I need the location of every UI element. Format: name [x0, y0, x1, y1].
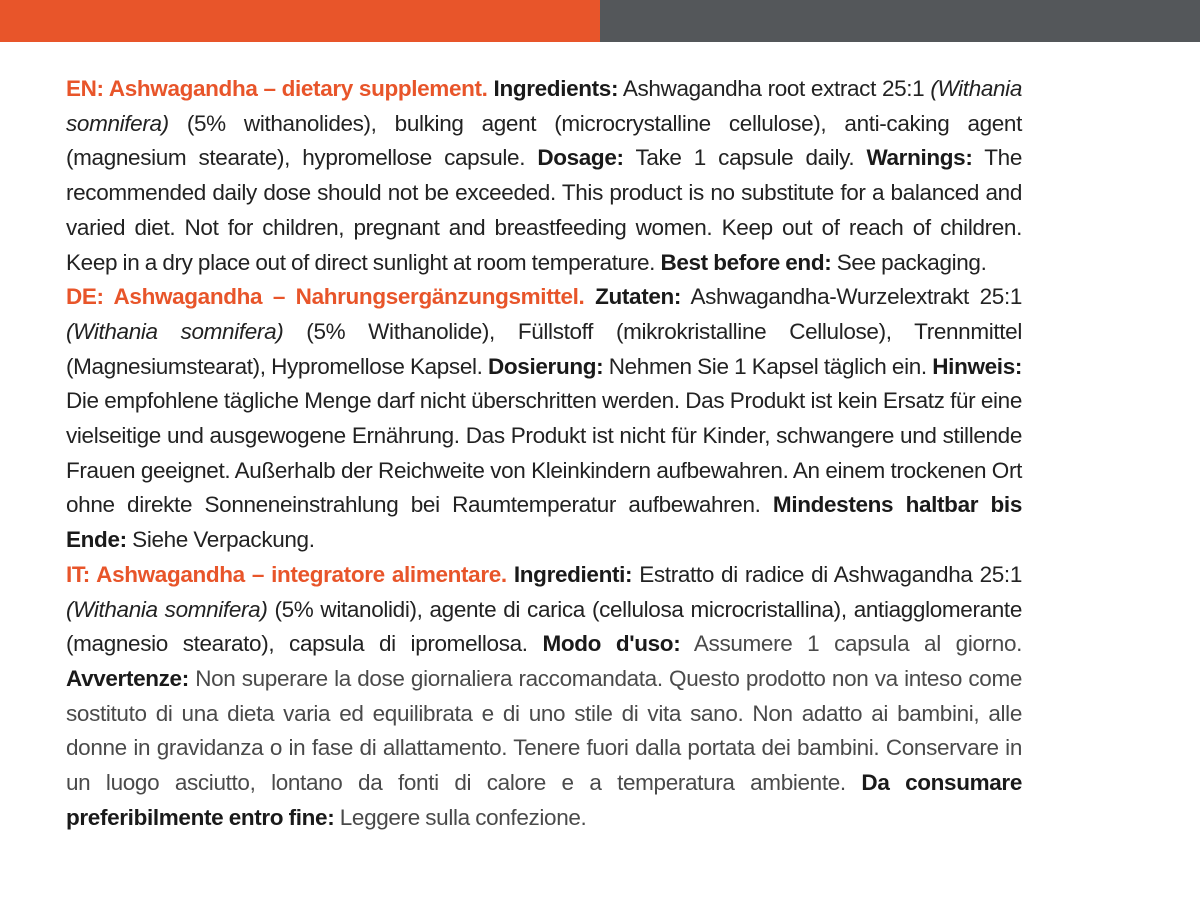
- ingredients-text: Estratto di radice di Ashwagandha 25:1: [632, 561, 1022, 587]
- ingredients-text: Ashwagandha root extract 25:1: [618, 76, 931, 101]
- warnings-text: Non superare la dose giornaliera raccomandata. Questo prodotto non va inteso come sostituto di una dieta varia ed equilibrata e di uno stile di vita sano. Non adatto ai bambini, alle donne in gravidanza o in fase di allattamento. Tenere fuori dalla portata dei bambini. Conservare in un luogo asciutto, lontano da fonti di calore e a temperatura ambiente.: [66, 665, 1022, 796]
- dosage-label: Dosierung:: [488, 353, 604, 379]
- warnings-label: Warnings:: [866, 145, 973, 171]
- section-heading: IT: Ashwagandha – integratore alimentare.: [66, 561, 507, 587]
- section-italian: [66, 558, 1022, 836]
- ingredients-text-continued: (5% Withanolide), Füllstoff (mikrokristalline Cellulose), Trennmittel (Magnesiumstearat), Hypromellose Kapsel.: [66, 318, 1022, 379]
- dosage-text: Take 1 capsule daily.: [623, 145, 867, 171]
- best-before-text: Leggere sulla confezione.: [334, 804, 587, 830]
- dosage-label: Modo d'uso:: [542, 631, 681, 657]
- latin-name: (Withania somnifera): [66, 76, 1022, 136]
- section-english: [66, 72, 1022, 280]
- latin-name: (Withania somnifera): [66, 596, 268, 622]
- warnings-label: Hinweis:: [932, 353, 1022, 379]
- ingredients-label: Ingredienti:: [513, 561, 633, 587]
- best-before-text: Siehe Verpackung.: [126, 527, 315, 553]
- warnings-text: The recommended daily dose should not be exceeded. This product is no substitute for a balanced and varied diet. Not for children, pregnant and breastfeeding women. Keep out of reach of children. Keep in a dry place out of direct sunlight at room temperature.: [66, 145, 1022, 275]
- best-before-text: See packaging.: [831, 249, 987, 275]
- label-text-block: [66, 72, 1022, 835]
- ingredients-text: Ashwagandha-Wurzelextrakt 25:1: [681, 284, 1023, 310]
- top-color-bar: [0, 0, 1200, 42]
- ingredients-label: Zutaten:: [595, 284, 682, 310]
- best-before-label: Mindestens haltbar bis Ende:: [66, 492, 1022, 553]
- section-heading: DE: Ashwagandha – Nahrungsergänzungsmittel.: [66, 284, 585, 310]
- latin-name: (Withania somnifera): [66, 318, 284, 344]
- warnings-label: Avvertenze:: [66, 665, 189, 691]
- top-bar-orange-segment: [0, 0, 600, 42]
- ingredients-text-continued: (5% witanolidi), agente di carica (cellulosa microcristallina), antiagglomerante (magnesio stearato), capsula di ipromellosa.: [66, 596, 1022, 657]
- best-before-label: Best before end:: [660, 249, 832, 275]
- ingredients-label: Ingredients:: [493, 76, 619, 101]
- dosage-text: Assumere 1 capsula al giorno.: [680, 631, 1023, 657]
- dosage-text: Nehmen Sie 1 Kapsel täglich ein.: [603, 353, 933, 379]
- dosage-label: Dosage:: [537, 145, 624, 171]
- best-before-label: Da consumare preferibilmente entro fine:: [66, 770, 1022, 830]
- section-german: [66, 280, 1022, 558]
- warnings-text: Die empfohlene tägliche Menge darf nicht überschritten werden. Das Produkt ist kein Ersatz für eine vielseitige und ausgewogene Ernährung. Das Produkt ist nicht für Kinder, schwangere und stillende Frauen geeignet. Außerhalb der Reichweite von Kleinkindern aufbewahren. An einem trockenen Ort ohne direkte Sonneneinstrahlung bei Raumtemperatur aufbewahren.: [66, 388, 1022, 518]
- ingredients-text-continued: (5% withanolides), bulking agent (microcrystalline cellulose), anti-caking agent (magnesium stearate), hypromellose capsule.: [66, 110, 1022, 171]
- top-bar-gray-segment: [600, 0, 1200, 42]
- section-heading: EN: Ashwagandha – dietary supplement.: [66, 76, 488, 101]
